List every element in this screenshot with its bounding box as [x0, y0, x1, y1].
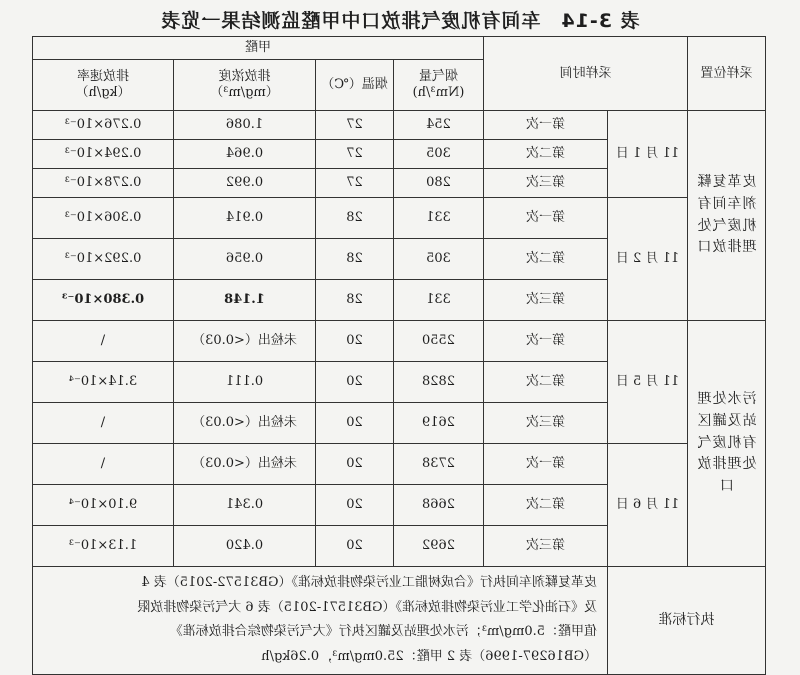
standard-text: [32, 567, 607, 675]
sample-number: 第一次: [483, 444, 607, 485]
sample-number: 第一次: [483, 198, 607, 239]
temp-value: 20: [315, 403, 393, 444]
flow-value: 2619: [393, 403, 483, 444]
date-cell: 11 月 6 日: [608, 444, 688, 567]
sample-number: 第二次: [483, 239, 607, 280]
flow-value: 331: [393, 280, 483, 321]
temp-value: 27: [315, 169, 393, 198]
table-row: [32, 198, 765, 239]
header-flow: 烟气量 (Nm³/h): [393, 60, 483, 111]
conc-value: 0.992: [173, 169, 315, 198]
rate-value: 0.276×10⁻³: [32, 111, 173, 140]
flow-value: 331: [393, 198, 483, 239]
rate-value: \: [32, 321, 173, 362]
table-title: 表 3-14 车间有机废气排放口中甲醛监测结果一览表: [160, 10, 640, 32]
flow-value: 305: [393, 140, 483, 169]
conc-value: 0.964: [173, 140, 315, 169]
standard-row: [32, 567, 765, 675]
temp-value: 20: [315, 321, 393, 362]
standard-line: 及《石油化学工业污染物排放标准》（GB31571-2015）表 6 大气污染物排放限: [137, 599, 597, 615]
temp-value: 20: [315, 362, 393, 403]
rate-value: 0.294×10⁻³: [32, 140, 173, 169]
conc-value: 0.111: [173, 362, 315, 403]
flow-value: 280: [393, 169, 483, 198]
conc-value: 未检出（<0.03）: [173, 321, 315, 362]
flow-value: 2550: [393, 321, 483, 362]
flow-value: 2668: [393, 485, 483, 526]
conc-value: 1.086: [173, 111, 315, 140]
conc-value: 未检出（<0.03）: [173, 403, 315, 444]
date-cell: 11 月 5 日: [608, 321, 688, 444]
header-location: 采样位置: [688, 37, 766, 111]
standard-label: 执行标准: [608, 567, 766, 675]
sample-number: 第一次: [483, 321, 607, 362]
temp-value: 28: [315, 280, 393, 321]
temp-value: 27: [315, 111, 393, 140]
rate-value: \: [32, 403, 173, 444]
temp-value: 20: [315, 485, 393, 526]
sample-number: 第一次: [483, 111, 607, 140]
conc-value: 0.420: [173, 526, 315, 567]
flow-value: 254: [393, 111, 483, 140]
sample-number: 第三次: [483, 526, 607, 567]
rate-value: 1.13×10⁻³: [32, 526, 173, 567]
rate-value: \: [32, 444, 173, 485]
table-row: [32, 321, 765, 362]
sample-number: 第三次: [483, 169, 607, 198]
standard-line: 值甲醛：5.0mg/m³；污水处理站及罐区执行《大气污染物综合排放标准》: [169, 624, 597, 640]
sample-number: 第三次: [483, 403, 607, 444]
flow-value: 2692: [393, 526, 483, 567]
temp-value: 28: [315, 239, 393, 280]
conc-value: 0.914: [173, 198, 315, 239]
conc-value: 0.341: [173, 485, 315, 526]
rate-value: 9.10×10⁻⁴: [32, 485, 173, 526]
location-cell: 污水处理站及罐区有机废气处理排放口: [688, 321, 766, 567]
header-temp: 烟温（℃）: [315, 60, 393, 111]
date-cell: 11 月 2 日: [608, 198, 688, 321]
temp-value: 28: [315, 198, 393, 239]
results-table: [32, 36, 766, 675]
rate-value: 0.292×10⁻³: [32, 239, 173, 280]
date-cell: 11 月 1 日: [608, 111, 688, 198]
temp-value: 20: [315, 526, 393, 567]
sample-number: 第二次: [483, 485, 607, 526]
conc-value: 1.148: [173, 280, 315, 321]
table-row: [32, 444, 765, 485]
sample-number: 第二次: [483, 140, 607, 169]
header-pollutant: 甲醛: [32, 37, 483, 60]
sample-number: 第三次: [483, 280, 607, 321]
standard-line: 皮革复鞣剂车间执行《合成树脂工业污染物排放标准》（GB31572-2015）表 4: [141, 575, 597, 590]
table-row: [32, 111, 765, 140]
temp-value: 27: [315, 140, 393, 169]
temp-value: 20: [315, 444, 393, 485]
header-rate: 排放速率 （kg/h）: [32, 60, 173, 111]
flow-value: 305: [393, 239, 483, 280]
rate-value: 3.14×10⁻⁴: [32, 362, 173, 403]
flow-value: 2738: [393, 444, 483, 485]
conc-value: 未检出（<0.03）: [173, 444, 315, 485]
location-cell: 皮革复鞣剂车间有机废气处理排放口: [688, 111, 766, 321]
header-time: 采样时间: [483, 37, 687, 111]
rate-value: 0.380×10⁻³: [32, 280, 173, 321]
header-conc: 排放浓度 （mg/m³）: [173, 60, 315, 111]
standard-line: （GB16297-1996）表 2 甲醛：25.0mg/m³，0.26kg/h: [261, 649, 597, 665]
rate-value: 0.306×10⁻³: [32, 198, 173, 239]
rate-value: 0.278×10⁻³: [32, 169, 173, 198]
flow-value: 2828: [393, 362, 483, 403]
sample-number: 第二次: [483, 362, 607, 403]
conc-value: 0.956: [173, 239, 315, 280]
